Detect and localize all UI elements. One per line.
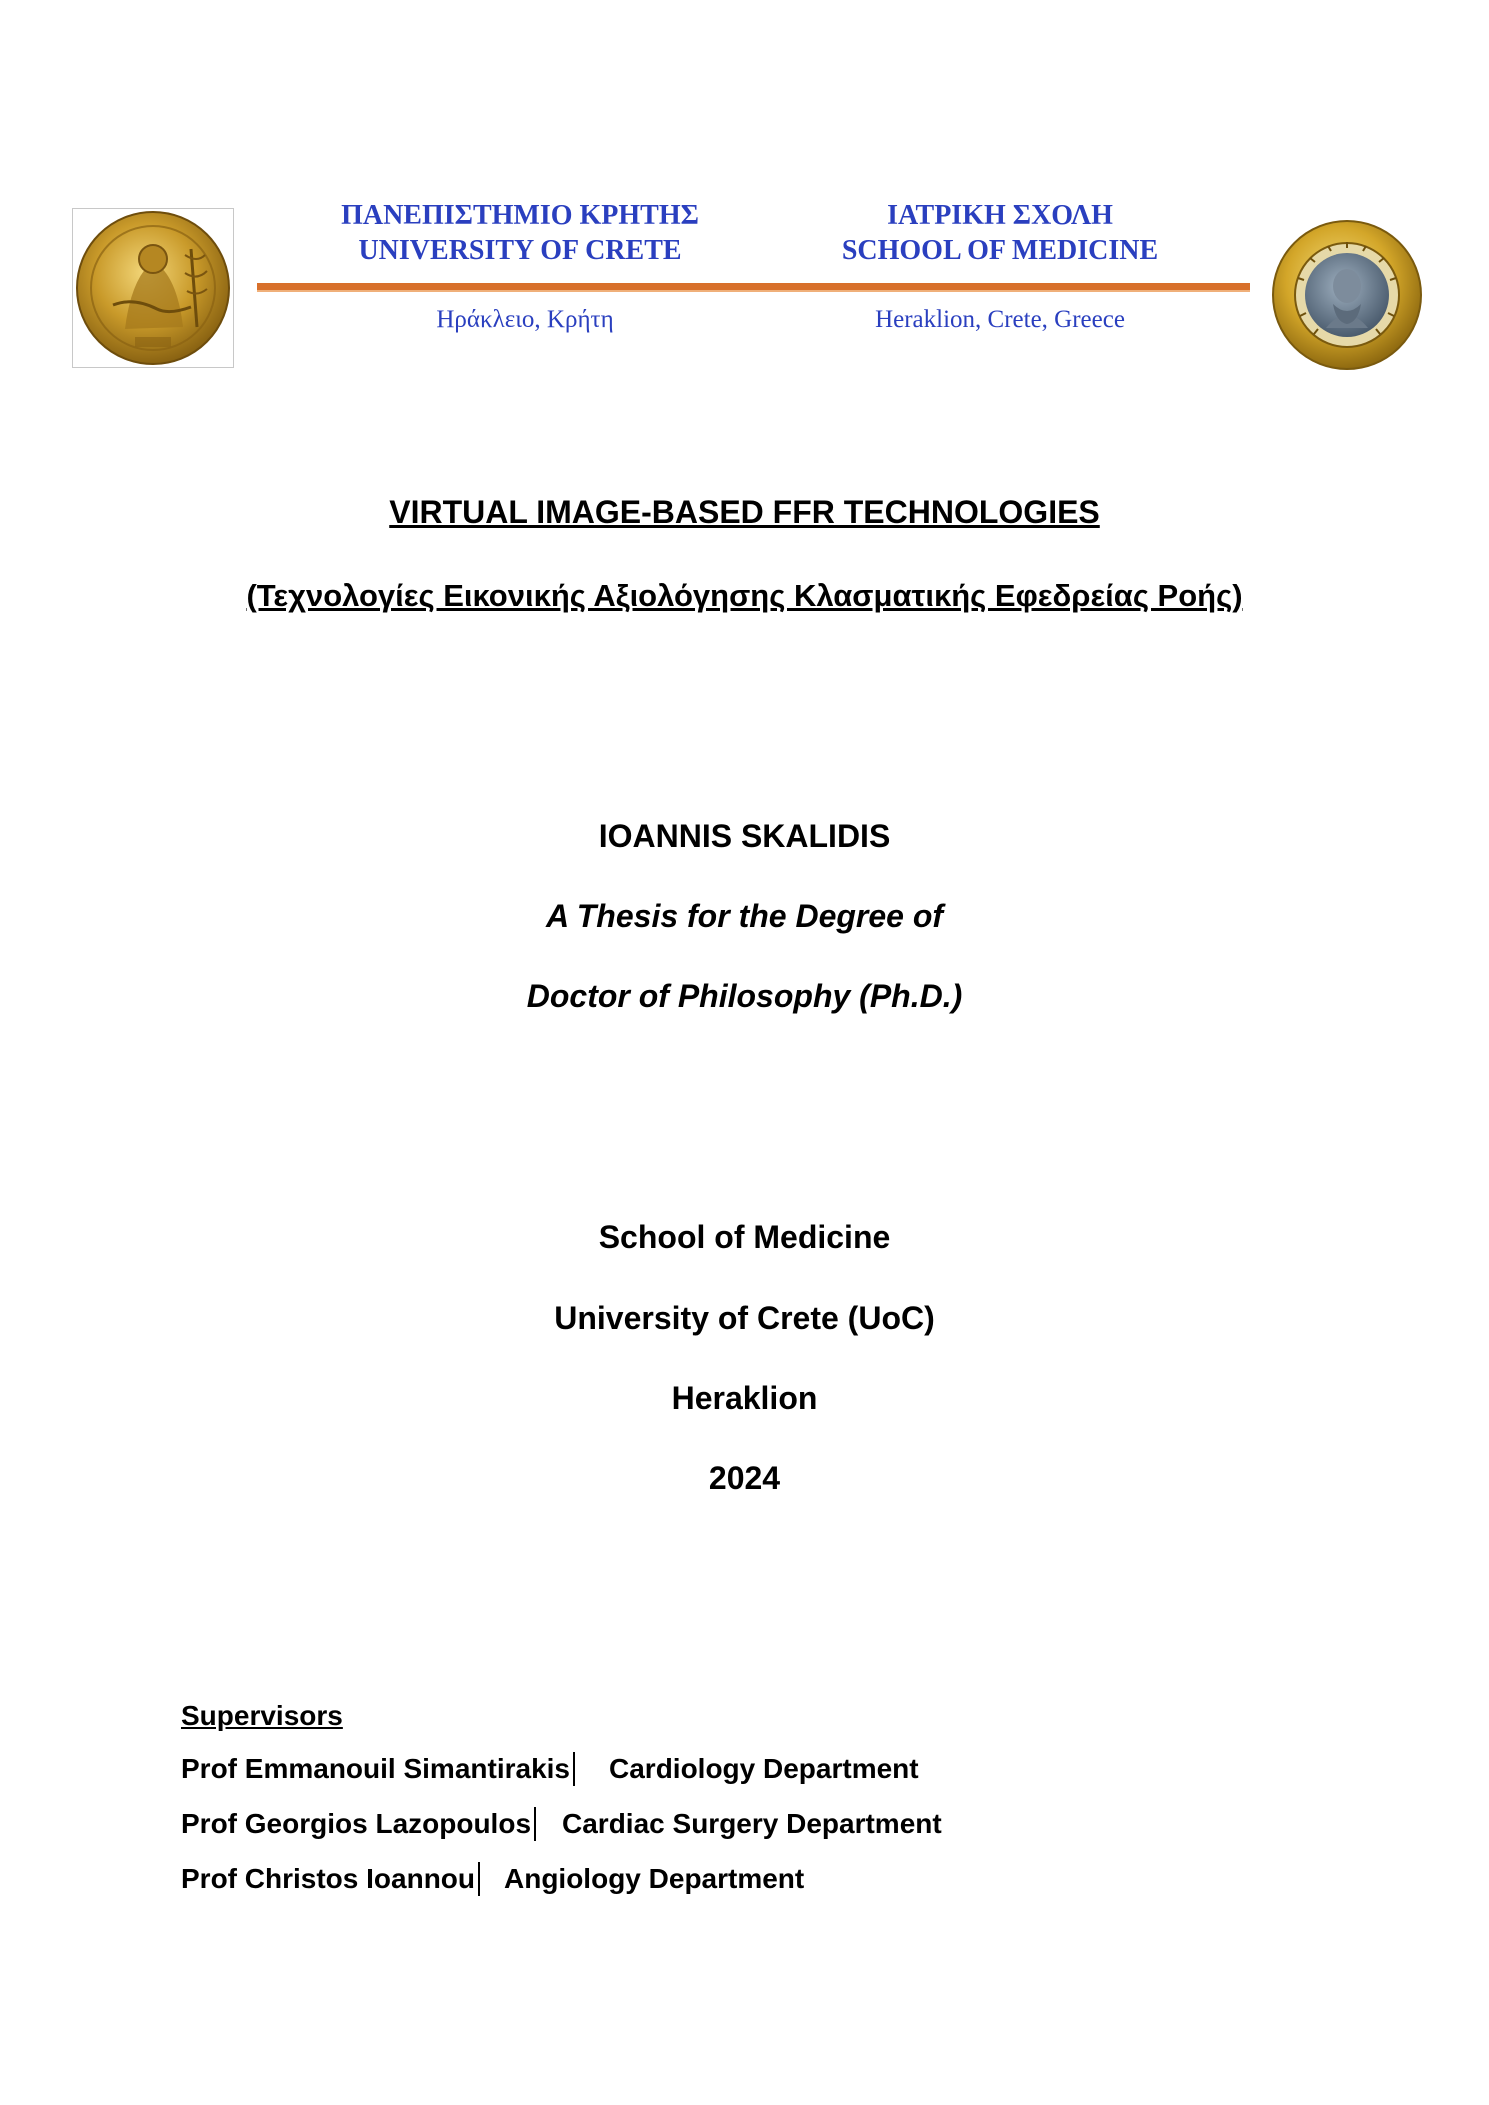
- supervisor-name: Prof Christos Ioannou: [181, 1862, 480, 1896]
- university-name-english: UNIVERSITY OF CRETE: [358, 235, 682, 266]
- supervisor-name: Prof Emmanouil Simantirakis: [181, 1752, 575, 1786]
- thesis-year: 2024: [708, 1460, 781, 1496]
- university-name: University of Crete (UoC): [554, 1300, 935, 1336]
- supervisor-department: Cardiac Surgery Department: [562, 1808, 942, 1839]
- city-name: Heraklion: [671, 1380, 818, 1416]
- school-name-english: SCHOOL OF MEDICINE: [841, 235, 1159, 266]
- school-name: School of Medicine: [598, 1219, 891, 1255]
- thesis-title: VIRTUAL IMAGE-BASED FFR TECHNOLOGIES: [389, 494, 1100, 530]
- supervisors-heading: Supervisors: [181, 1700, 343, 1731]
- medical-school-seal-icon: [1270, 218, 1424, 372]
- author-name: IOANNIS SKALIDIS: [598, 818, 891, 854]
- location-english: Heraklion, Crete, Greece: [875, 306, 1125, 333]
- supervisor-department: Angiology Department: [504, 1863, 805, 1894]
- supervisor-row: [181, 1862, 804, 1896]
- school-name-greek: ΙΑΤΡΙΚΗ ΣΧΟΛΗ: [887, 200, 1113, 231]
- header-divider: [257, 283, 1250, 292]
- supervisor-name: Prof Georgios Lazopoulos: [181, 1807, 536, 1841]
- degree-line-2: Doctor of Philosophy (Ph.D.): [526, 978, 963, 1014]
- supervisor-department: Cardiology Department: [609, 1753, 919, 1784]
- supervisor-row: [181, 1752, 919, 1786]
- supervisor-row: [181, 1807, 942, 1841]
- university-seal-icon: [72, 208, 234, 368]
- thesis-title-greek: (Τεχνολογίες Εικονικής Αξιολόγησης Κλασματικής Εφεδρείας Ροής): [246, 578, 1243, 613]
- location-greek: Ηράκλειο, Κρήτη: [436, 306, 614, 333]
- university-name-greek: ΠΑΝΕΠΙΣΤΗΜΙΟ ΚΡΗΤΗΣ: [341, 200, 699, 231]
- letterhead: [0, 0, 1489, 380]
- degree-line-1: A Thesis for the Degree of: [545, 898, 944, 934]
